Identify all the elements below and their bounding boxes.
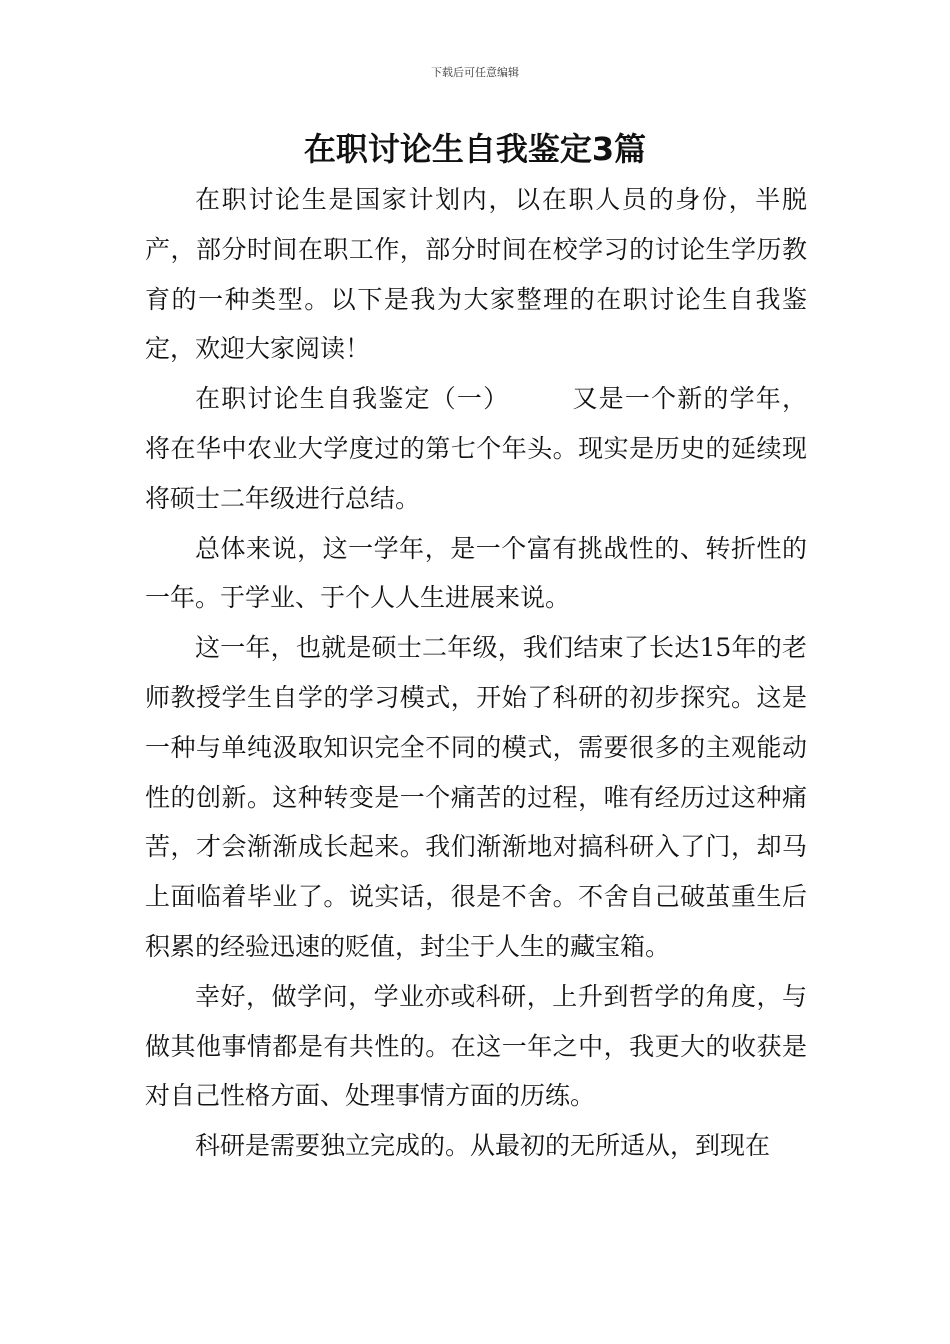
header-note: 下载后可任意编辑 bbox=[431, 66, 519, 79]
paragraph-research: 科研是需要独立完成的。从最初的无所适从，到现在 bbox=[195, 1131, 771, 1161]
paragraph-fortunately: 幸好，做学问，学业亦或科研，上升到哲学的角度，与做其他事情都是有共性的。在这一年之中，我更大的收获是对自己性格方面、处理事情方面的历练。 bbox=[145, 981, 807, 1111]
document-title: 在职讨论生自我鉴定3篇 bbox=[303, 130, 647, 168]
section-heading: 在职讨论生自我鉴定（一） bbox=[195, 384, 510, 414]
paragraph-section-one bbox=[145, 374, 807, 523]
paragraph-overview: 总体来说，这一学年，是一个富有挑战性的、转折性的一年。于学业、于个人人生进展来说。 bbox=[145, 533, 807, 613]
paragraph-intro: 在职讨论生是国家计划内，以在职人员的身份，半脱产，部分时间在职工作，部分时间在校学习的讨论生学历教育的一种类型。以下是我为大家整理的在职讨论生自我鉴定，欢迎大家阅读！ bbox=[145, 185, 807, 364]
section-one-text: 又是一个新的学年，将在华中农业大学度过的第七个年头。现实是历史的延续现将硕士二年级进行总结。 bbox=[145, 384, 807, 513]
paragraph-second-year: 这一年，也就是硕士二年级，我们结束了长达15年的老师教授学生自学的学习模式，开始了科研的初步探究。这是一种与单纯汲取知识完全不同的模式，需要很多的主观能动性的创新。这种转变是一个痛苦的过程，唯有经历过这种痛苦，才会渐渐成长起来。我们渐渐地对搞科研入了门，却马上面临着毕业了。说实话，很是不舍。不舍自己破茧重生后积累的经验迅速的贬值，封尘于人生的藏宝箱。 bbox=[145, 633, 807, 961]
document-body bbox=[145, 175, 807, 1171]
